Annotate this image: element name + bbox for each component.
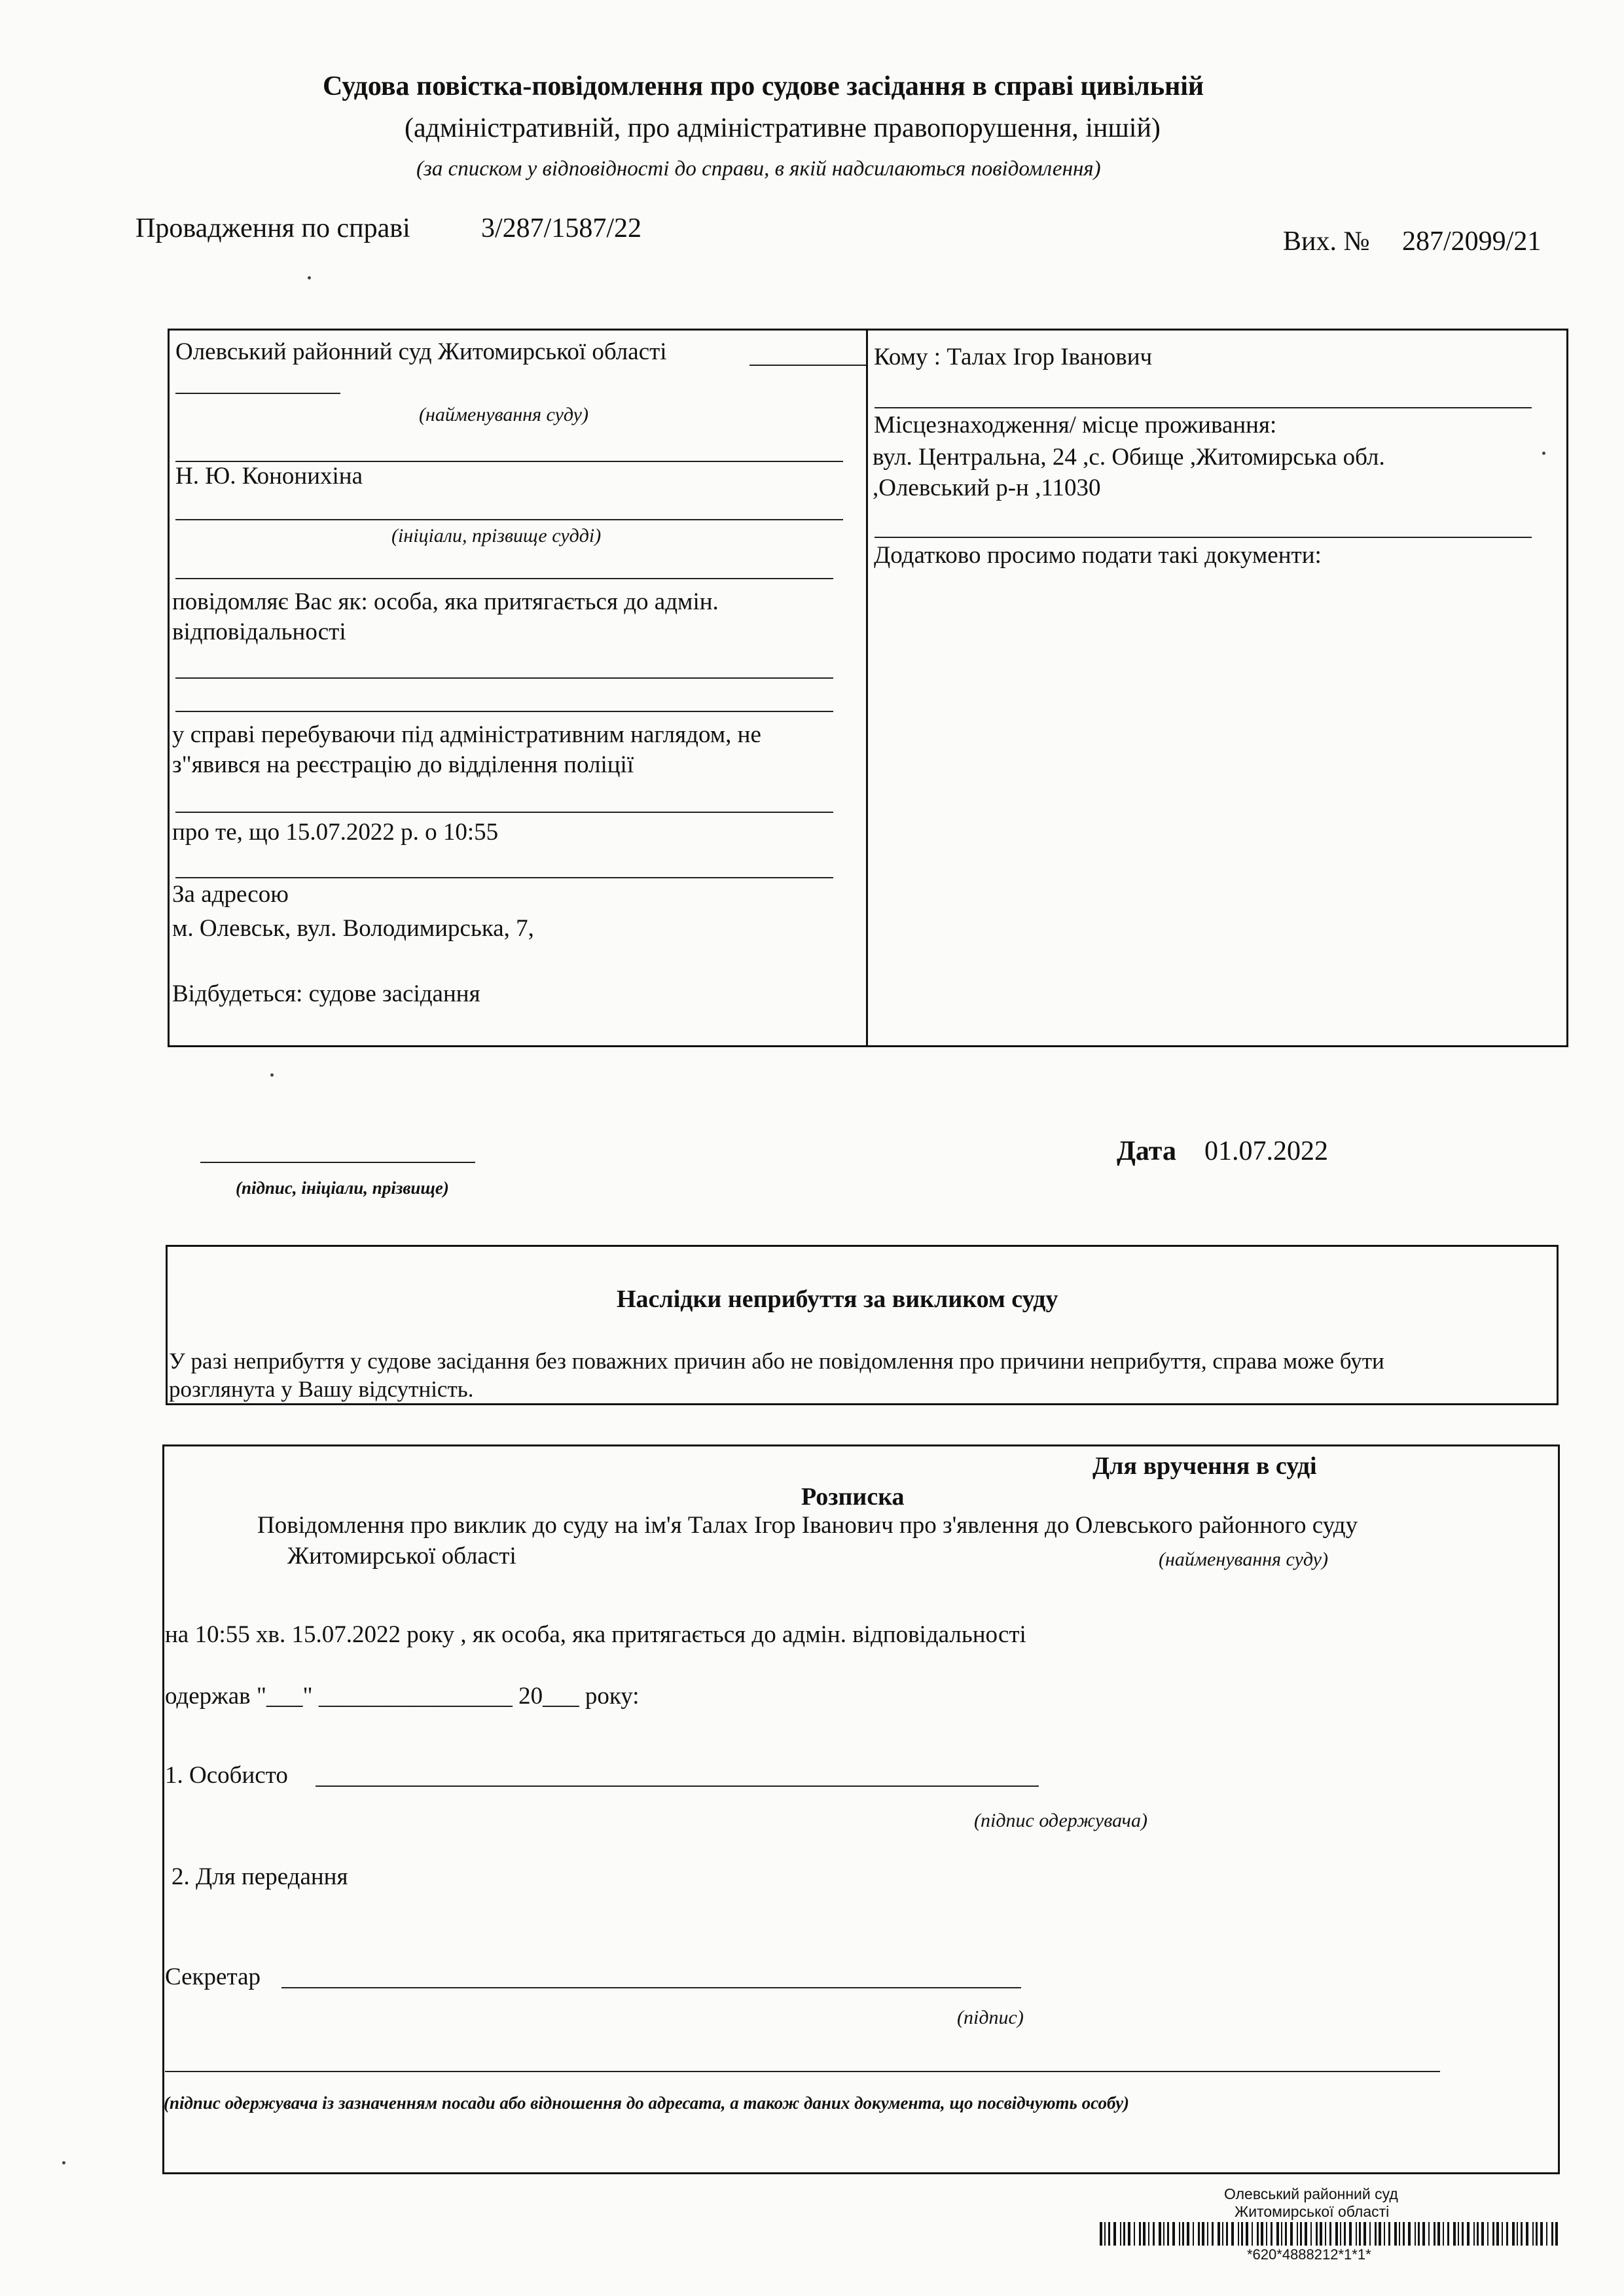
barcode-bar — [1422, 2222, 1425, 2246]
barcode-bar — [1207, 2222, 1208, 2246]
barcode-bar — [1340, 2222, 1341, 2246]
barcode-bar — [1502, 2222, 1503, 2246]
notifies-line1: повідомляє Вас як: особа, яка притягається до адмін. — [172, 588, 719, 615]
barcode-bar — [1551, 2222, 1553, 2246]
barcode-bar — [1481, 2222, 1484, 2246]
recipient-caption: (підпис одержувача) — [974, 1810, 1147, 1831]
document-note: (за списком у відповідності до справи, в якій надсилаються повідомлення) — [416, 157, 1101, 181]
barcode-bar — [1297, 2222, 1298, 2246]
barcode-bar — [1320, 2222, 1322, 2246]
barcode-bar — [1285, 2222, 1287, 2246]
court-name-line-2 — [175, 393, 340, 394]
barcode-bar — [1458, 2222, 1459, 2246]
barcode-bar — [1271, 2222, 1272, 2246]
case-desc-line1: у справі перебуваючи під адміністративним наглядом, не — [172, 721, 761, 748]
barcode-bar — [1281, 2222, 1282, 2246]
barcode-bar — [1222, 2222, 1223, 2246]
barcode-bar — [1266, 2222, 1267, 2246]
barcode-bar — [1172, 2222, 1175, 2246]
receipt-time-line: на 10:55 хв. 15.07.2022 року , як особа, яка притягається до адмін. відповідальності — [165, 1621, 1026, 1648]
barcode-bar — [1179, 2222, 1180, 2246]
recipient-details-line — [165, 2071, 1440, 2072]
barcode-bar — [1467, 2222, 1470, 2246]
barcode-bar — [1123, 2222, 1125, 2246]
receipt-line1: Повідомлення про виклик до суду на ім'я Талах Ігор Іванович про з'явлення до Олевського районного суду — [257, 1512, 1358, 1539]
residence-line1: вул. Центральна, 24 ,с. Обище ,Житомирська обл. — [873, 444, 1385, 471]
barcode-bar — [1246, 2222, 1248, 2246]
barcode-bar — [1477, 2222, 1479, 2246]
signature-caption: (підпис, ініціали, прізвище) — [236, 1178, 449, 1198]
date-label: Дата — [1117, 1136, 1176, 1166]
barcode-bar — [1134, 2222, 1135, 2246]
recipient: Кому : Талах Ігор Іванович — [874, 344, 1153, 370]
notifies-underline-1 — [175, 677, 833, 679]
barcode-bar — [1231, 2222, 1234, 2246]
judge-name: Н. Ю. Кононихіна — [175, 463, 363, 490]
scan-speck — [308, 276, 311, 279]
barcode-bar — [1305, 2222, 1307, 2246]
barcode-bar — [1437, 2222, 1440, 2246]
barcode-bar — [1496, 2222, 1499, 2246]
barcode-bar — [1363, 2222, 1366, 2246]
residence-underline — [875, 537, 1532, 538]
barcode-bar — [1408, 2222, 1411, 2246]
barcode-bar — [1113, 2222, 1116, 2246]
barcode-bar — [1506, 2222, 1508, 2246]
recipient-underline — [875, 407, 1532, 408]
barcode-bar — [1290, 2222, 1293, 2246]
case-label: Провадження по справі — [135, 213, 410, 243]
barcode-bar — [1384, 2222, 1385, 2246]
scan-speck — [62, 2161, 65, 2164]
barcode-bar — [1153, 2222, 1155, 2246]
residence-label: Місцезнаходження/ місце проживання: — [874, 412, 1277, 439]
address-value: м. Олевськ, вул. Володимирська, 7, — [172, 915, 534, 942]
barcode-bar — [1344, 2222, 1346, 2246]
barcode-bar — [1261, 2222, 1263, 2246]
barcode-bar — [1276, 2222, 1279, 2246]
case-number: 3/287/1587/22 — [481, 213, 642, 243]
barcode-bar — [1252, 2222, 1253, 2246]
barcode-bar — [1226, 2222, 1228, 2246]
footer-court-line1: Олевський районний суд — [1224, 2185, 1398, 2202]
case-desc-line2: з"явився на реєстрацію до відділення поліції — [172, 751, 634, 778]
outgoing-number: 287/2099/21 — [1402, 226, 1542, 257]
scan-speck — [1542, 452, 1545, 455]
barcode-bar — [1329, 2222, 1331, 2246]
barcode-bar — [1241, 2222, 1243, 2246]
barcode-bar — [1546, 2222, 1547, 2246]
barcode-bar — [1517, 2222, 1518, 2246]
personally-label: 1. Особисто — [165, 1762, 288, 1789]
notifies-underline-2 — [175, 711, 833, 712]
barcode-bar — [1492, 2222, 1494, 2246]
barcode — [1098, 2222, 1563, 2247]
barcode-bar — [1349, 2222, 1352, 2246]
notifies-line2: відповідальності — [172, 619, 346, 645]
date-value: 01.07.2022 — [1204, 1136, 1328, 1166]
barcode-bar — [1399, 2222, 1400, 2246]
barcode-bar — [1532, 2222, 1534, 2246]
residence-line2: ,Олевський р-н ,11030 — [873, 475, 1101, 501]
barcode-bar — [1521, 2222, 1523, 2246]
barcode-bar — [1187, 2222, 1189, 2246]
for-court-label: Для вручення в суді — [1092, 1452, 1317, 1480]
barcode-bar — [1555, 2222, 1558, 2246]
consequences-text-1: У разі неприбуття у судове засідання без поважних причин або не повідомлення про причини неприбуття, справа може бути — [169, 1348, 1384, 1374]
judge-caption-line — [175, 578, 833, 579]
barcode-bar — [1128, 2222, 1130, 2246]
hearing-datetime: про те, що 15.07.2022 р. о 10:55 — [172, 819, 499, 846]
barcode-bar — [1453, 2222, 1456, 2246]
barcode-bar — [1403, 2222, 1405, 2246]
barcode-bar — [1108, 2222, 1110, 2246]
transfer-label: 2. Для передання — [171, 1863, 348, 1890]
barcode-bar — [1369, 2222, 1371, 2246]
barcode-bar — [1540, 2222, 1543, 2246]
barcode-bar — [1434, 2222, 1435, 2246]
barcode-bar — [1428, 2222, 1430, 2246]
court-name-line-end — [749, 365, 866, 366]
barcode-bar — [1394, 2222, 1397, 2246]
barcode-bar — [1202, 2222, 1204, 2246]
barcode-bar — [1218, 2222, 1220, 2246]
barcode-bar — [1139, 2222, 1141, 2246]
barcode-bar — [1512, 2222, 1515, 2246]
summons-divider — [866, 329, 868, 1047]
personally-signature-line — [316, 1785, 1039, 1787]
footer-court-line2: Житомирської області — [1235, 2203, 1390, 2220]
barcode-bar — [1143, 2222, 1146, 2246]
document-subtitle: (адміністративній, про адміністративне правопорушення, іншій) — [405, 113, 1161, 143]
barcode-bar — [1148, 2222, 1149, 2246]
hearing-underline — [175, 877, 833, 878]
barcode-text: *620*4888212*1*1* — [1247, 2246, 1371, 2263]
event-line: Відбудеться: судове засідання — [172, 980, 480, 1007]
barcode-bar — [1193, 2222, 1194, 2246]
barcode-bar — [1462, 2222, 1464, 2246]
barcode-bar — [1335, 2222, 1338, 2246]
barcode-bar — [1359, 2222, 1361, 2246]
barcode-bar — [1163, 2222, 1164, 2246]
document-title: Судова повістка-повідомлення про судове засідання в справі цивільній — [323, 71, 1204, 101]
receipt-court-caption: (найменування суду) — [1159, 1549, 1328, 1570]
outgoing-label: Вих. № — [1283, 226, 1370, 257]
receipt-line2: Житомирської області — [287, 1543, 516, 1570]
barcode-bar — [1487, 2222, 1489, 2246]
barcode-bar — [1104, 2222, 1106, 2246]
barcode-bar — [1316, 2222, 1318, 2246]
barcode-bar — [1325, 2222, 1326, 2246]
court-caption: (найменування суду) — [419, 404, 588, 425]
barcode-bar — [1473, 2222, 1475, 2246]
barcode-bar — [1388, 2222, 1390, 2246]
barcode-bar — [1159, 2222, 1161, 2246]
documents-label: Додатково просимо подати такі документи: — [874, 542, 1322, 569]
receipt-title: Розписка — [801, 1483, 905, 1511]
address-label: За адресою — [172, 881, 289, 908]
barcode-bar — [1379, 2222, 1381, 2246]
scan-speck — [270, 1073, 274, 1077]
secretary-label: Секретар — [165, 1964, 261, 1990]
barcode-bar — [1375, 2222, 1377, 2246]
barcode-bar — [1182, 2222, 1184, 2246]
barcode-bar — [1257, 2222, 1259, 2246]
barcode-bar — [1198, 2222, 1200, 2246]
barcode-bar — [1212, 2222, 1214, 2246]
barcode-bar — [1100, 2222, 1102, 2246]
barcode-bar — [1238, 2222, 1239, 2246]
signature-line — [200, 1162, 475, 1163]
secretary-sign-caption: (підпис) — [957, 2007, 1024, 2028]
received-line: одержав "___" ________________ 20___ року: — [165, 1683, 640, 1710]
court-name: Олевський районний суд Житомирської області — [175, 338, 667, 365]
consequences-title: Наслідки неприбуття за викликом суду — [617, 1285, 1058, 1313]
barcode-bar — [1418, 2222, 1420, 2246]
barcode-bar — [1447, 2222, 1449, 2246]
barcode-bar — [1310, 2222, 1312, 2246]
barcode-bar — [1167, 2222, 1169, 2246]
barcode-bar — [1300, 2222, 1302, 2246]
bottom-caption: (підпис одержувача із зазначенням посади або відношення до адресата, а також даних документа, що посвідчують особу) — [164, 2093, 1130, 2113]
judge-caption: (ініціали, прізвище судді) — [391, 525, 602, 547]
barcode-bar — [1536, 2222, 1538, 2246]
barcode-bar — [1120, 2222, 1121, 2246]
barcode-bar — [1356, 2222, 1357, 2246]
secretary-signature-line — [281, 1987, 1021, 1988]
judge-underline — [175, 519, 843, 520]
case-desc-underline — [175, 812, 833, 813]
barcode-bar — [1443, 2222, 1444, 2246]
barcode-bar — [1526, 2222, 1528, 2246]
barcode-bar — [1415, 2222, 1416, 2246]
consequences-text-2: розглянута у Вашу відсутність. — [169, 1376, 474, 1402]
